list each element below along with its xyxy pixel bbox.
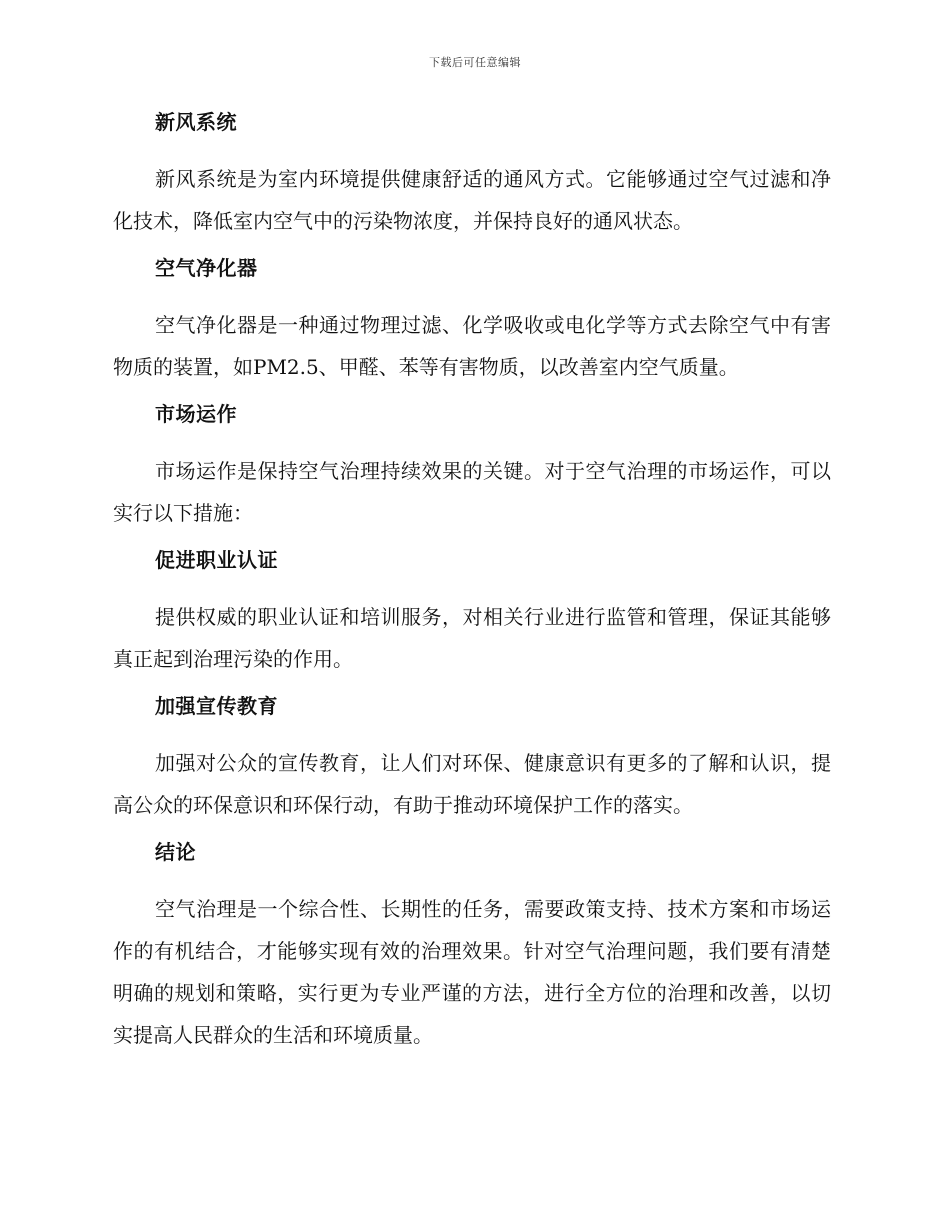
section-fresh-air-system	[113, 108, 831, 242]
section-paragraph: 空气净化器是一种通过物理过滤、化学吸收或电化学等方式去除空气中有害物质的装置，如PM2.5、甲醛、苯等有害物质，以改善室内空气质量。	[113, 313, 831, 379]
section-public-education	[113, 692, 831, 826]
section-heading: 空气净化器	[155, 256, 258, 280]
section-paragraph: 加强对公众的宣传教育，让人们对环保、健康意识有更多的了解和认识，提高公众的环保意识和环保行动，有助于推动环境保护工作的落实。	[113, 751, 831, 817]
section-paragraph: 新风系统是为室内环境提供健康舒适的通风方式。它能够通过空气过滤和净化技术，降低室内空气中的污染物浓度，并保持良好的通风状态。	[113, 167, 831, 233]
section-air-purifier	[113, 254, 831, 388]
section-paragraph: 提供权威的职业认证和培训服务，对相关行业进行监管和管理，保证其能够真正起到治理污染的作用。	[113, 605, 831, 671]
section-heading: 结论	[155, 840, 196, 864]
section-heading: 促进职业认证	[155, 548, 278, 572]
section-heading: 市场运作	[155, 402, 237, 426]
page-header: 下载后可任意编辑	[429, 56, 521, 69]
section-professional-certification	[113, 546, 831, 680]
section-heading: 新风系统	[155, 110, 237, 134]
section-market-operation	[113, 400, 831, 534]
section-paragraph: 市场运作是保持空气治理持续效果的关键。对于空气治理的市场运作，可以实行以下措施：	[113, 459, 831, 525]
section-conclusion	[113, 838, 831, 1056]
document-body	[113, 108, 831, 1066]
section-heading: 加强宣传教育	[155, 694, 278, 718]
section-paragraph: 空气治理是一个综合性、长期性的任务，需要政策支持、技术方案和市场运作的有机结合，才能够实现有效的治理效果。针对空气治理问题，我们要有清楚明确的规划和策略，实行更为专业严谨的方法，进行全方位的治理和改善，以切实提高人民群众的生活和环境质量。	[113, 897, 831, 1047]
